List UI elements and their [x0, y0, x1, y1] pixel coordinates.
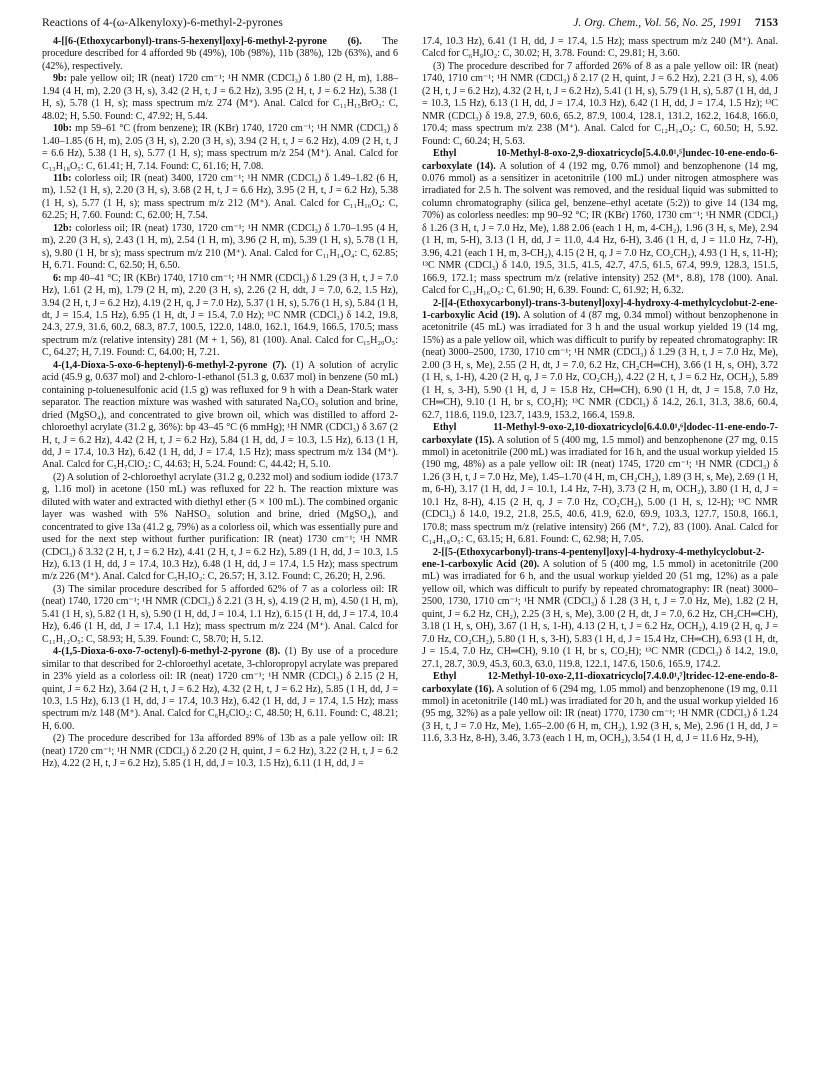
journal-citation	[573, 16, 778, 29]
journal-reference: J. Org. Chem., Vol. 56, No. 25, 1991	[573, 16, 742, 29]
paragraph-heading: 2-[[4-(Ethoxycarbonyl)-trans-3-butenyl]oxy]-4-hydroxy-4-methylcyclobut-2-ene-1-carboxylic Acid (19).	[422, 297, 778, 321]
paragraph-heading: 4-[[6-(Ethoxycarbonyl)-trans-5-hexenyl]oxy]-6-methyl-2-pyrone (6).	[53, 36, 362, 47]
paragraph-text: mp 40–41 °C; IR (KBr) 1740, 1710 cm⁻¹; ¹H NMR (CDCl₃) δ 1.29 (3 H, t, J = 7.0 Hz), 1.61 (2 H, m), 1.79 (2 H, m), 2.20 (3 H, s), 2.26 (2 H, ddt, J = 7.0, 6.2, 1.5 Hz), 3.94 (2 H, t, J = 6.2 Hz), 4.19 (2 H, q, J = 7.0 Hz), 5.37 (1 H, s), 5.76 (1 H, s), 5.84 (1 H, dt, J = 15.4, 1.5 Hz), 6.95 (1 H, dt, J = 15.4, 7.0 Hz); ¹³C NMR (CDCl₃) δ 14.2, 19.8, 24.3, 27.9, 31.6, 60.2, 68.3, 87.7, 100.5, 122.0, 148.0, 162.1, 164.9, 166.5, 170.5; mass spectrum m/z (relative intensity) 281 (M + 1, 56), 81 (100). Anal. Calcd for C₁₅H₂₀O₅: C, 64.27; H, 7.19. Found: C, 64.00; H, 7.21.	[42, 272, 398, 359]
paragraph	[422, 61, 778, 148]
paragraph	[422, 298, 778, 423]
page-number: 7153	[754, 16, 778, 29]
paragraph-text: A solution of 4 (192 mg, 0.76 mmol) and benzophenone (14 mg, 0.076 mmol) as a sensitizer in acetonitrile (100 mL) under nitrogen atmosphere was irradiated for 2.5 h. The solvent was removed, and the residual liquid was submitted to column chromatography (silica gel, benzene–ethyl acetate (5:2)) to give 14 (134 mg, 70%) as colorless needles: mp 90–92 °C; IR (KBr) 1760, 1730 cm⁻¹; ¹H NMR (CDCl₃) δ 1.26 (3 H, t, J = 7.0 Hz, Me), 1.88 2.06 (each 1 H, m, 4-CH₂), 1.96 (3 H, s, Me), 2.94 (1 H, m, 5-H), 3.13 (1 H, dd, J = 11.0, 4.4 Hz, 6-H), 3.46 (1 H, d, J = 11.0 Hz, 7-H), 3.96, 4.21 (each 1 H, m, 3-CH₂), 4.15 (2 H, q, J = 7.0 Hz, CO₂CH₂), 4.93 (1 H, s, 11-H); ¹³C NMR (CDCl₃) δ 14.0, 19.5, 31.5, 41.5, 42.7, 47.5, 61.5, 67.4, 99.9, 128.3, 151.5, 166.9, 172.1; mass spectrum m/z (relative intensity) 252 (M⁺, 8.8), 178 (100). Anal. Calcd for C₁₃H₁₆O₅: C, 61.90; H, 6.39. Found: C, 61.92; H, 6.32.	[422, 160, 778, 297]
paragraph	[422, 422, 778, 547]
paragraph	[42, 223, 398, 273]
paragraph-heading: 10b:	[53, 123, 72, 135]
paragraph	[42, 472, 398, 584]
paragraph-heading: Ethyl 11-Methyl-9-oxo-2,10-dioxatricyclo[6.4.0.0¹,⁶]dodec-11-ene-endo-7-carboxylate (15).	[422, 422, 778, 446]
paragraph	[42, 73, 398, 123]
two-column-body	[42, 36, 778, 771]
paragraph-text: (1) A solution of acrylic acid (45.9 g, 0.637 mol) and 2-chloro-1-ethanol (51.3 g, 0.637 mol) in benzene (50 mL) containing p-toluenesulfonic acid (1.5 g) was refluxed for 9 h with a Dean-Stark water separator. The reaction mixture was washed with saturated Na₂CO₃ solution and brine, dried (MgSO₄), and concentrated to give brown oil, which was distilled to afford 2-chloroethyl acrylate (31.2 g, 36%): bp 43–45 °C (6 mmHg); ¹H NMR (CDCl₃) δ 3.67 (2 H, t, J = 6.2 Hz), 4.42 (2 H, t, J = 6.2 Hz), 5.84 (1 H, dd, J = 10.3, 1.5 Hz), 6.13 (1 H, dd, J = 17.4, 10.3 Hz), 6.42 (1 H, dd, J = 17.4, 1.5 Hz); mass spectrum m/z 134 (M⁺). Anal. Calcd for C₅H₇ClO₂: C, 44.63; H, 5.24. Found: C, 44.42; H, 5.10.	[42, 359, 398, 471]
paragraph	[422, 36, 778, 61]
paragraph-heading: 11b:	[53, 172, 72, 184]
paragraph-text: mp 59–61 °C (from benzene); IR (KBr) 1740, 1720 cm⁻¹; ¹H NMR (CDCl₃) δ 1.40–1.85 (6 H, m), 2.05 (3 H, s), 2.20 (3 H, s), 3.94 (2 H, t, J = 6.2 Hz), 4.09 (2 H, t, J = 6.6 Hz), 5.38 (1 H, s), 5.77 (1 H, s); mass spectrum m/z 254 (M⁺). Anal. Calcd for C₁₃H₁₈O₅: C, 61.41; H, 7.14. Found: C, 61.16; H, 7.08.	[42, 123, 399, 172]
paragraph-text: colorless oil; IR (neat) 3400, 1720 cm⁻¹; ¹H NMR (CDCl₃) δ 1.49–1.82 (6 H, m), 1.52 (1 H, s), 2.20 (3 H, s), 3.68 (2 H, t, J = 6.6 Hz), 3.95 (2 H, t, J = 6.2 Hz), 5.38 (1 H, s), 5.77 (1 H, s); mass spectrum m/z 212 (M⁺). Anal. Calcd for C₁₁H₁₆O₄: C, 62.25; H, 7.60. Found: C, 62.00; H, 7.54.	[42, 172, 398, 222]
paragraph	[42, 646, 398, 733]
paragraph	[42, 273, 398, 360]
paragraph-text: pale yellow oil; IR (neat) 1720 cm⁻¹; ¹H NMR (CDCl₃) δ 1.80 (2 H, m), 1.88–1.94 (4 H, m), 2.20 (3 H, s), 3.42 (2 H, t, J = 6.2 Hz), 3.95 (2 H, t, J = 6.2 Hz), 5.38 (1 H, s), 5.78 (1 H, s); mass spectrum m/z 274 (M⁺). Anal. Calcd for C₁₁H₁₅BrO₃: C, 48.02; H, 5.50. Found: C, 47.92; H, 5.44.	[42, 73, 398, 122]
paragraph-text: A solution of 5 (400 mg, 1.5 mmol) in acetonitrile (200 mL) was irradiated for 6 h, and the usual workup yielded 20 (51 mg, 12%) as a pale yellow oil, which was difficult to purify by repeated chromatography: IR (neat) 3000–2500, 1730, 1710 cm⁻¹; ¹H NMR (CDCl₃) δ 1.28 (3 H, t, J = 7.0 Hz, Me), 1.82 (2 H, quint, J = 6.2 Hz, CH₂), 2.25 (3 H, s, Me), 3.00 (2 H, dt, J = 7.0, 6.2 Hz, CH₂CH═CH), 3.18 (1 H, s, OH), 3.67 (1 H, s, 1-H), 4.13 (2 H, t, J = 6.2 Hz, OCH₂), 4.19 (2 H, q, J = 7.0 Hz, CO₂CH₂), 5.80 (1 H, s, 3-H), 5.83 (1 H, d, J = 15.4 Hz, CH═CH), 6.93 (1 H, dt, J = 15.4, 7.0 Hz, CH═CH), 9.10 (1 H, br s, CO₂H); ¹³C NMR (CDCl₃) δ 14.2, 19.0, 27.1, 28.7, 30.9, 45.3, 60.3, 63.0, 119.8, 122.1, 147.6, 150.6, 165.9, 174.2.	[422, 559, 778, 670]
paragraph	[42, 584, 398, 646]
paragraph	[422, 148, 778, 297]
left-column	[42, 36, 398, 771]
paragraph-text: A solution of 4 (87 mg, 0.34 mmol) without benzophenone in acetonitrile (45 mL) was irradiated for 3 h and the usual workup yielded 19 (14 mg, 15%) as a pale yellow oil, which was difficult to purify by repeated chromatography: IR (neat) 3000–2500, 1730, 1710 cm⁻¹; ¹H NMR (CDCl₃) δ 1.29 (3 H, t, J = 7.0 Hz, Me), 2.00 (3 H, s, Me), 2.55 (2 H, dt, J = 7.0, 6.2 Hz, CH₂CH═CH), 3.66 (1 H, s, OH), 3.72 (1 H, s, 1-H), 4.20 (2 H, q, J = 7.0 Hz, CO₂CH₂), 4.22 (2 H, t, J = 6.2 Hz, OCH₂), 5.89 (1 H, s, 3-H), 5.90 (1 H, d, J = 15.8 Hz, CH═CH), 6.90 (1 H, dt, J = 15.8, 7.0 Hz, CH═CH), 9.10 (1 H, br s, CO₂H); ¹³C NMR (CDCl₃) δ 14.2, 26.1, 31.3, 38.6, 60.4, 62.7, 118.6, 119.0, 123.7, 143.9, 153.2, 166.4, 159.8.	[422, 309, 778, 421]
paragraph	[422, 547, 778, 672]
running-title: Reactions of 4-(ω-Alkenyloxy)-6-methyl-2-pyrones	[42, 16, 283, 29]
paragraph-text: colorless oil; IR (neat) 1730, 1720 cm⁻¹; ¹H NMR (CDCl₃) δ 1.70–1.95 (4 H, m), 2.20 (3 H, s), 2.43 (1 H, m), 2.54 (1 H, m), 3.96 (2 H, m), 5.39 (1 H, s), 5.78 (1 H, s), 9.80 (1 H, br s); mass spectrum m/z 210 (M⁺). Anal. Calcd for C₁₁H₁₄O₄: C, 62.85; H, 6.71. Found: C, 62.50; H, 6.50.	[42, 222, 398, 272]
paragraph-text: (3) The procedure described for 7 afforded 26% of 8 as a pale yellow oil: IR (neat) 1740, 1710 cm⁻¹; ¹H NMR (CDCl₃) δ 2.17 (2 H, quint, J = 6.2 Hz), 2.21 (3 H, s), 4.06 (2 H, t, J = 6.2 Hz), 4.32 (2 H, t, J = 6.2 Hz), 5.41 (1 H, s), 5.79 (1 H, s), 5.87 (1 H, dd, J = 10.3, 1.5 Hz), 6.13 (1 H, dd, J = 17.4, 10.3 Hz), 6.42 (1 H, dd, J = 17.4, 1.5 Hz); ¹³C NMR (CDCl₃) δ 19.8, 27.9, 60.6, 65.2, 87.9, 100.4, 128.1, 131.2, 162.2, 164.8, 166.0, 170.4; mass spectrum m/z 238 (M⁺). Anal. Calcd for C₁₂H₁₄O₅: C, 60.50; H, 5.92. Found: C, 60.24; H, 5.63.	[422, 60, 778, 147]
paragraph	[42, 733, 398, 770]
paragraph-heading: 2-[[5-(Ethoxycarbonyl)-trans-4-pentenyl]oxy]-4-hydroxy-4-methylcyclobut-2-ene-1-carboxylic Acid (20).	[422, 546, 765, 571]
paragraph-text: (2) A solution of 2-chloroethyl acrylate (31.2 g, 0.232 mol) and sodium iodide (173.7 g, 1.16 mol) in acetone (150 mL) was refluxed for 22 h. The reaction mixture was diluted with water and extracted with diethyl ether (5 × 100 mL). The combined organic layer was washed with 5% NaHSO₃ solution and brine, dried (MgSO₄), and concentrated to give 13a (41.2 g, 79%) as a colorless oil, which was essentially pure and used for the next step without further purification: IR (neat) 1730 cm⁻¹; ¹H NMR (CDCl₃) δ 3.32 (2 H, t, J = 6.2 Hz), 4.41 (2 H, t, J = 6.2 Hz), 5.89 (1 H, dd, J = 10.3, 1.5 Hz), 6.13 (1 H, dd, J = 17.4, 10.3 Hz), 6.48 (1 H, dd, J = 17.4, 1.5 Hz); mass spectrum m/z 226 (M⁺). Anal. Calcd for C₅H₇IO₂: C, 26.57; H, 3.12. Found: C, 26.20; H, 2.96.	[42, 471, 398, 583]
paragraph-text: (2) The procedure described for 13a afforded 89% of 13b as a pale yellow oil: IR (neat) 1720 cm⁻¹; ¹H NMR (CDCl₃) δ 2.20 (2 H, quint, J = 6.2 Hz), 3.22 (2 H, t, J = 6.2 Hz), 4.22 (2 H, t, J = 6.2 Hz), 5.85 (1 H, dd, J = 10.3, 1.5 Hz), 6.11 (1 H, dd, J =	[42, 733, 398, 770]
paragraph-heading: 12b:	[53, 222, 72, 234]
paragraph-text: A solution of 5 (400 mg, 1.5 mmol) and benzophenone (27 mg, 0.15 mmol) in acetonitrile (200 mL) was irradiated for 16 h, and the usual workup yielded 15 (190 mg, 48%) as a pale yellow oil: IR (neat) 1745, 1720 cm⁻¹; ¹H NMR (CDCl₃) δ 1.26 (3 H, t, J = 7.0 Hz, Me), 1.45–1.70 (4 H, m, CH₂CH₂), 1.89 (3 H, s, Me), 2.69 (1 H, m, 6-H), 3.17 (1 H, dd, J = 10.1, 1.4 Hz, 7-H), 3.73 (2 H, m, OCH₂), 3.80 (1 H, d, J = 10.1 Hz, 8-H), 4.15 (2 H, q, J = 7.0 Hz, CO₂CH₂), 5.00 (1 H, s, 12-H); ¹³C NMR (CDCl₃) δ 14.0, 19.2, 21.8, 25.5, 40.6, 41.9, 62.0, 69.9, 103.3, 127.7, 150.8, 166.1, 170.8; mass spectrum m/z (relative intensity) 266 (M⁺, 7.2), 83 (100). Anal. Calcd for C₁₄H₁₈O₅: C, 63.15; H, 6.81. Found: C, 62.98; H, 7.05.	[422, 434, 778, 546]
paragraph	[422, 671, 778, 746]
paragraph-heading: Ethyl 12-Methyl-10-oxo-2,11-dioxatricyclo[7.4.0.0¹,⁷]tridec-12-ene-endo-8-carboxylate (16).	[422, 671, 778, 695]
right-column	[422, 36, 778, 771]
paragraph-heading: 4-(1,4-Dioxa-5-oxo-6-heptenyl)-6-methyl-2-pyrone (7).	[53, 359, 287, 371]
paragraph-heading: 6:	[53, 272, 62, 284]
paragraph-heading: 4-(1,5-Dioxa-6-oxo-7-octenyl)-6-methyl-2-pyrone (8).	[53, 646, 281, 658]
paragraph	[42, 360, 398, 472]
paragraph	[42, 173, 398, 223]
paragraph-heading: 9b:	[53, 73, 67, 85]
paragraph	[42, 123, 398, 173]
paragraph-text: (1) By use of a procedure similar to that described for 2-chloroethyl acetate, 3-chloropropyl acrylate was prepared in 23% yield as a colorless oil: IR (neat) 1720 cm⁻¹; ¹H NMR (CDCl₃) δ 2.15 (2 H, quint, J = 6.2 Hz), 3.64 (2 H, t, J = 6.2 Hz), 4.32 (2 H, t, J = 6.2 Hz), 5.85 (1 H, dd, J = 10.3, 1.5 Hz), 6.13 (1 H, dd, J = 17.4, 10.3 Hz), 6.42 (1 H, dd, J = 17.4, 1.5 Hz); mass spectrum m/z 148 (M⁺). Anal. Calcd for C₆H₉ClO₂: C, 48.50; H, 6.11. Found: C, 48.21; H, 6.00.	[42, 646, 398, 732]
paragraph-heading: Ethyl 10-Methyl-8-oxo-2,9-dioxatricyclo[5.4.0.0¹,⁵]undec-10-ene-endo-6-carboxylate (14).	[422, 148, 778, 172]
paragraph-text: 17.4, 10.3 Hz), 6.41 (1 H, dd, J = 17.4, 1.5 Hz); mass spectrum m/z 240 (M⁺). Anal. Calcd for C₆H₉IO₂: C, 30.02; H, 3.78. Found: C, 29.81; H, 3.60.	[422, 36, 778, 60]
paragraph	[42, 36, 398, 73]
paragraph-text: A solution of 6 (294 mg, 1.05 mmol) and benzophenone (19 mg, 0.11 mmol) in acetonitrile (140 mL) was irradiated for 20 h, and the usual workup yielded 16 (95 mg, 32%) as a pale yellow oil: IR (neat) 1770, 1730 cm⁻¹; ¹H NMR (CDCl₃) δ 1.24 (3 H, t, J = 7.0 Hz, Me), 1.65–2.00 (6 H, m, CH₂), 1.92 (3 H, s, Me), 2.96 (1 H, dd, J = 11.6, 3.3 Hz, 8-H), 3.46, 3.73 (each 1 H, m, OCH₂), 3.54 (1 H, d, J = 11.6 Hz, 9-H),	[422, 683, 779, 745]
paragraph-text: The procedure described for 4 afforded 9b (49%), 10b (98%), 11b (38%), 12b (63%), and 6 (42%), respectively.	[42, 36, 398, 72]
running-header	[42, 16, 778, 29]
paragraph-text: (3) The similar procedure described for 5 afforded 62% of 7 as a colorless oil: IR (neat) 1740, 1720 cm⁻¹; ¹H NMR (CDCl₃) δ 2.21 (3 H, s), 4.19 (2 H, m), 4.50 (1 H, m), 5.41 (1 H, s), 5.82 (1 H, s), 5.90 (1 H, dd, J = 10.4, 1.1 Hz), 6.15 (1 H, dd, J = 17.4, 10.4 Hz), 6.46 (1 H, dd, J = 17.4, 1.1 Hz); mass spectrum m/z 224 (M⁺). Anal. Calcd for C₁₁H₁₂O₅: C, 58.93; H, 5.39. Found: C, 58.70; H, 5.12.	[42, 583, 398, 645]
